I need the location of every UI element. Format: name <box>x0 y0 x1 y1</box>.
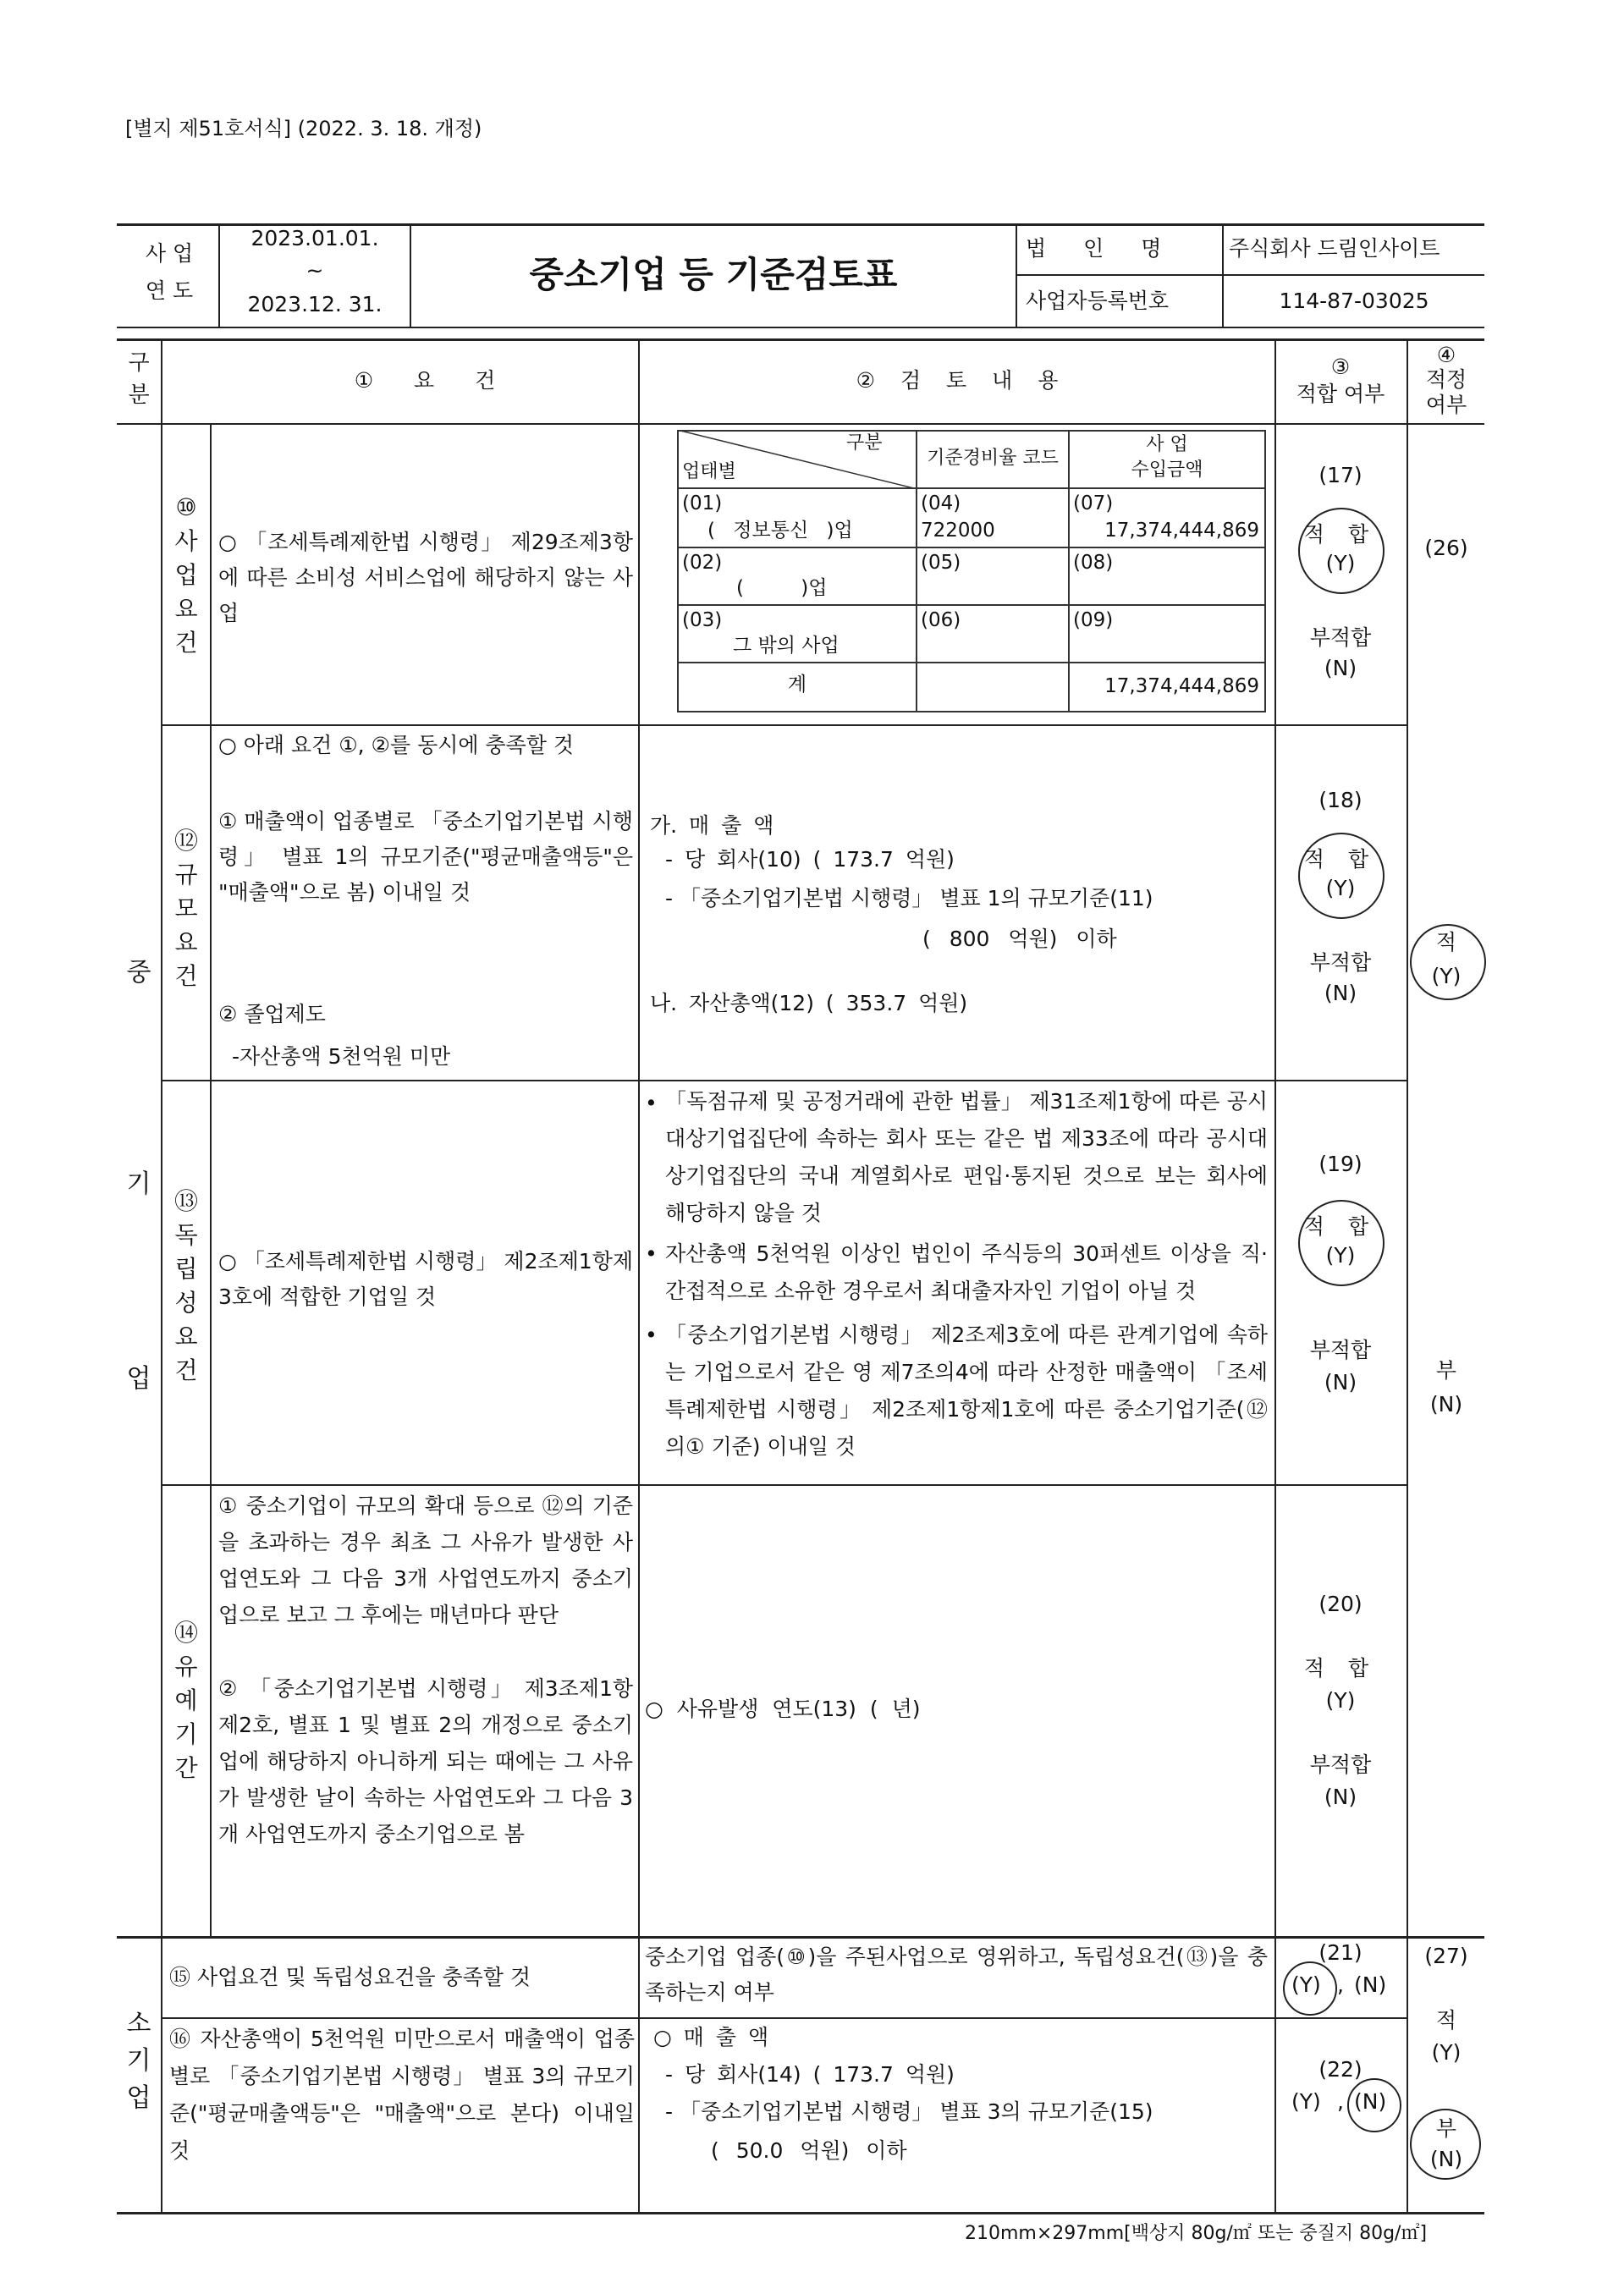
row102-fit-n-1: 부적합 <box>1309 950 1372 975</box>
inner-r1-b: (04) <box>921 492 961 514</box>
inner-r3-a2: 그 밖의 사업 <box>733 635 840 657</box>
row105-fit-no: (21) <box>1318 1940 1363 1965</box>
grid-row-head <box>117 423 1484 425</box>
grid-col-4 <box>1274 338 1276 2214</box>
inner-total: 17,374,444,869 <box>1104 675 1259 697</box>
row105-fit-sep: , <box>1337 1972 1344 1997</box>
row104-fit-no: (20) <box>1318 1592 1363 1616</box>
row102-req-2b: -자산총액 5천억원 미만 <box>232 1044 451 1069</box>
header-mid-line <box>1016 274 1484 276</box>
row102-rev-a1: - 당 회사(10) ( 173.7 억원) <box>665 847 955 872</box>
inner-r3-c: (09) <box>1073 609 1114 631</box>
year-label-1: 사 업 <box>145 241 194 266</box>
inner-head-amt-1: 사 업 <box>1146 434 1188 455</box>
row104-req-1: ① 중소기업이 규모의 확대 등으로 ⑫의 기준을 초과하는 경우 최초 그 사유가 발생한 사업연도와 그 다음 3개 사업연도까지 중소기업으로 보고 그 후에는 매년마다 판단 <box>218 1494 633 1627</box>
table-top-border <box>117 338 1484 341</box>
inner-r1-a2: ( 정보통신 )업 <box>707 520 853 542</box>
row102-fit-y-1: 적 합 <box>1303 847 1378 872</box>
form-title: 중소기업 등 기준검토표 <box>529 254 898 295</box>
row101-fit-y-2: (Y) <box>1325 551 1356 575</box>
row101-fit-n-2: (N) <box>1324 656 1357 680</box>
grid-row-sme <box>117 1936 1484 1939</box>
row104-fit-y-1: 적 합 <box>1303 1656 1378 1681</box>
form-tag: [별지 제51호서식] (2022. 3. 18. 개정) <box>125 117 482 140</box>
section-small: 소 기 업 <box>126 2009 151 2113</box>
row103-fit-n-1: 부적합 <box>1309 1338 1372 1362</box>
small-proper-n-2: (N) <box>1429 2147 1463 2171</box>
biz-no: 114-87-03025 <box>1279 289 1429 313</box>
small-proper-n-1: 부 <box>1435 2116 1457 2141</box>
inner-total-label: 계 <box>787 674 807 696</box>
inner-r2-a: (02) <box>682 552 723 574</box>
paper-spec-footer: 210mm×297mm[백상지 80g/㎡ 또는 중질지 80g/㎡] <box>965 2223 1428 2244</box>
small-proper-y-2: (Y) <box>1431 2040 1462 2065</box>
inner-row-2 <box>677 547 1264 548</box>
row103-requirement: ○ 「조세특례제한법 시행령」 제2조제1항제3호에 적합한 기업일 것 <box>218 1249 633 1309</box>
grid-col-3 <box>638 338 640 2214</box>
sme-proper-y-2: (Y) <box>1431 964 1462 988</box>
inner-r2-a2: ( )업 <box>736 577 828 599</box>
grid-col-5 <box>1407 338 1408 2214</box>
inner-r1-a: (01) <box>682 492 723 514</box>
inner-r3-b: (06) <box>921 609 961 631</box>
row103-bullet-1: • <box>645 1091 658 1115</box>
row104-fit-n-1: 부적합 <box>1309 1752 1372 1777</box>
row106-rev-2: - 당 회사(14) ( 173.7 억원) <box>665 2062 955 2087</box>
section-sme-1: 중 <box>126 958 151 987</box>
row101-label: ⑩ 사 업 요 건 <box>174 493 198 657</box>
biz-no-label: 사업자등록번호 <box>1026 289 1170 313</box>
row101-fit-no: (17) <box>1318 463 1363 487</box>
section-sme-3: 업 <box>126 1364 151 1394</box>
row103-fit-y-1: 적 합 <box>1303 1214 1378 1239</box>
row101-requirement: ○ 「조세특례제한법 시행령」 제29조제3항에 따른 소비성 서비스업에 해당하지 않는 사업 <box>218 530 633 625</box>
row102-rev-a2: - 「중소기업기본법 시행령」 별표 1의 규모기준(11) <box>665 886 1153 910</box>
row106-rev-1: ○ 매 출 액 <box>653 2025 769 2049</box>
period-start: 2023.01.01. <box>250 226 379 250</box>
header-bottom-border <box>117 327 1484 328</box>
grid-row-101 <box>161 724 1407 726</box>
inner-head-code: 기준경비율 코드 <box>927 448 1059 469</box>
row106-fit-n: (N) <box>1354 2089 1387 2114</box>
row106-fit-no: (22) <box>1318 2057 1363 2082</box>
inner-r1-c: (07) <box>1073 492 1114 514</box>
row102-req-intro: ○ 아래 요건 ①, ②를 동시에 충족할 것 <box>218 733 575 757</box>
col-head-requirement: ① 요 건 <box>354 368 496 393</box>
grid-bottom <box>117 2212 1484 2214</box>
grid-col-2 <box>210 423 212 1936</box>
row103-bullet-2: • <box>645 1241 658 1266</box>
row105-fit-n: (N) <box>1354 1972 1387 1997</box>
row106-rev-4: ( 50.0 억원) 이하 <box>711 2138 907 2163</box>
row102-req-1: ① 매출액이 업종별로 「중소기업기본법 시행령」 별표 1의 규모기준("평균매출액등"은 "매출액"으로 봄) 이내일 것 <box>218 809 633 905</box>
row103-fit-n-2: (N) <box>1324 1370 1357 1395</box>
period-end: 2023.12. 31. <box>247 292 383 316</box>
sme-proper-y-1: 적 <box>1435 930 1457 954</box>
row104-review: ○ 사유발생 연도(13) ( 년) <box>645 1697 921 1721</box>
header-divider-1 <box>218 223 220 327</box>
row105-requirement: ⑮ 사업요건 및 독립성요건을 충족할 것 <box>169 1965 531 1989</box>
row101-fit-y-1: 적 합 <box>1303 522 1378 547</box>
inner-col-2 <box>1068 430 1070 711</box>
section-sme-2: 기 <box>126 1169 151 1199</box>
row104-fit-y-2: (Y) <box>1325 1688 1356 1713</box>
inner-head-amt-2: 수입금액 <box>1131 459 1203 481</box>
inner-r3-a: (03) <box>682 609 723 631</box>
row106-fit-y: (Y) <box>1291 2089 1321 2114</box>
sme-proper-no: (26) <box>1424 536 1468 560</box>
row104-fit-n-2: (N) <box>1324 1785 1357 1809</box>
small-proper-no: (27) <box>1424 1944 1468 1968</box>
row104-req-2: ② 「중소기업기본법 시행령」 제3조제1항제2호, 별표 1 및 별표 2의 개정으로 중소기업에 해당하지 아니하게 되는 때에는 그 사유가 발생한 날이 속하는 사업연도와 그 다음 3개 사업연도까지 중소기업으로 봄 <box>218 1676 633 1846</box>
col-head-fit-num: ③ <box>1330 355 1351 379</box>
grid-row-102 <box>161 1080 1407 1081</box>
row103-rev-1: 「독점규제 및 공정거래에 관한 법률」 제31조제1항에 따른 공시대상기업집단에 속하는 회사 또는 같은 법 제33조에 따라 공시대상기업집단의 국내 계열회사로 편입·통지된 것으로 보는 회사에 해당하지 않을 것 <box>665 1089 1268 1225</box>
header-divider-2 <box>410 223 411 327</box>
col-head-proper-num: ④ <box>1436 343 1456 367</box>
row106-requirement: ⑯ 자산총액이 5천억원 미만으로서 매출액이 업종별로 「중소기업기본법 시행령」 별표 3의 규모기준("평균매출액등"은 "매출액"으로 본다) 이내일 것 <box>169 2027 635 2163</box>
inner-r2-c: (08) <box>1073 552 1114 574</box>
corp-name-label: 법 인 명 <box>1026 236 1177 261</box>
col-head-review: ② 검 토 내 용 <box>856 368 1059 393</box>
small-proper-y-1: 적 <box>1435 2008 1457 2033</box>
sme-proper-n-2: (N) <box>1429 1392 1463 1417</box>
inner-row-4 <box>677 662 1264 663</box>
row103-label: ⑬ 독 립 성 요 건 <box>173 1187 198 1384</box>
period-tilde: ~ <box>306 258 324 283</box>
inner-row-3 <box>677 604 1264 606</box>
row103-rev-3: 「중소기업기본법 시행령」 제2조제3호에 따른 관계기업에 속하는 기업으로서 같은 영 제7조의4에 따라 산정한 매출액이 「조세특례제한법 시행령」 제2조제1항제1호에 따른 중소기업기준(⑫의① 기준) 이내일 것 <box>665 1323 1268 1459</box>
sme-proper-n-1: 부 <box>1435 1358 1457 1383</box>
row106-rev-3: - 「중소기업기본법 시행령」 별표 3의 규모기준(15) <box>665 2099 1153 2124</box>
row103-rev-2: 자산총액 5천억원 이상인 법인이 주식등의 30퍼센트 이상을 직·간접적으로 소유한 경우로서 최대출자자인 기업이 아닐 것 <box>665 1241 1268 1303</box>
col-head-proper: 적정 여부 <box>1425 367 1467 417</box>
row102-rev-a3: ( 800 억원) 이하 <box>922 927 1117 951</box>
grid-row-103 <box>161 1484 1407 1486</box>
row102-label: ⑫ 규 모 요 건 <box>173 827 198 990</box>
row103-fit-y-2: (Y) <box>1325 1243 1356 1268</box>
inner-r1-b2: 722000 <box>921 520 995 542</box>
inner-r1-c2: 17,374,444,869 <box>1104 520 1259 542</box>
year-label-2: 연 도 <box>145 278 194 303</box>
col-head-fit: 적합 여부 <box>1296 382 1385 406</box>
row103-fit-no: (19) <box>1318 1152 1363 1176</box>
row105-review: 중소기업 업종(⑩)을 주된사업으로 영위하고, 독립성요건(⑬)을 충족하는지 여부 <box>645 1945 1268 2005</box>
row105-fit-y: (Y) <box>1291 1972 1321 1997</box>
row103-bullet-3: • <box>645 1323 658 1347</box>
corp-name: 주식회사 드림인사이트 <box>1229 236 1440 261</box>
row102-fit-n-2: (N) <box>1324 981 1357 1005</box>
inner-head-gubun: 구분 <box>846 432 883 454</box>
col-head-gubun: 구 분 <box>128 350 150 408</box>
inner-head-type: 업태별 <box>682 461 736 482</box>
grid-row-105 <box>161 2017 1407 2019</box>
row102-req-2: ② 졸업제도 <box>218 1002 326 1026</box>
row106-fit-sep: , <box>1337 2089 1344 2114</box>
row102-rev-b: 나. 자산총액(12) ( 353.7 억원) <box>650 991 968 1015</box>
inner-r2-b: (05) <box>921 552 961 574</box>
row104-label: ⑭ 유 예 기 간 <box>173 1619 198 1782</box>
row102-rev-a: 가. 매 출 액 <box>650 813 774 838</box>
row102-fit-y-2: (Y) <box>1325 876 1356 900</box>
row102-fit-no: (18) <box>1318 788 1363 812</box>
row101-fit-n-1: 부적합 <box>1309 625 1372 650</box>
grid-col-1 <box>161 338 162 2214</box>
